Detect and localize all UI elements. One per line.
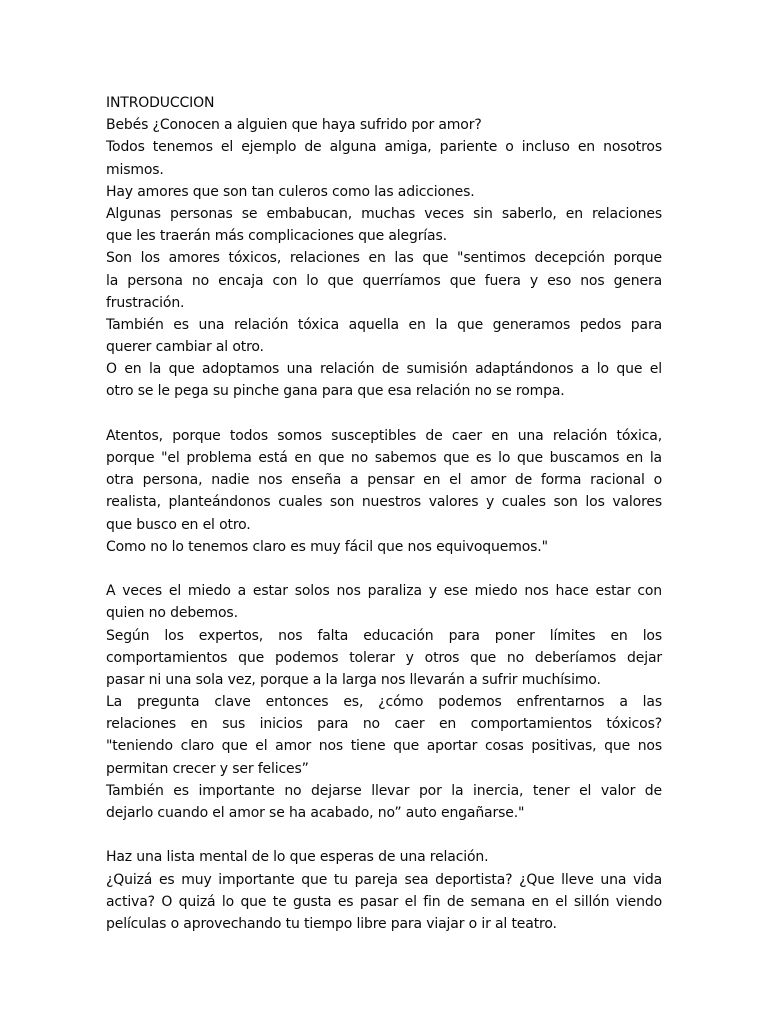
text-line: activa? O quizá lo que te gusta es pasar el fin de semana en el sillón viendo [106,893,662,910]
text-line: películas o aprovechando tu tiempo libre para viajar o ir al teatro. [106,915,557,932]
text-line: Haz una lista mental de lo que esperas de una relación. [106,849,489,866]
text-line: Son los amores tóxicos, relaciones en las que "sentimos decepción porque [106,250,662,267]
text-line: relaciones en sus inicios para no caer en comportamientos tóxicos? [106,716,662,733]
text-line: pasar ni una sola vez, porque a la larga nos llevarán a sufrir muchísimo. [106,671,601,688]
text-line: mismos. [106,161,164,178]
text-line: ¿Quizá es muy importante que tu pareja sea deportista? ¿Que lleve una vida [106,871,662,888]
text-line: "teniendo claro que el amor nos tiene que aportar cosas positivas, que nos [106,738,662,755]
text-line: permitan crecer y ser felices” [106,760,309,777]
text-line: comportamientos que podemos tolerar y otros que no deberíamos dejar [106,649,662,666]
text-line: que les traerán más complicaciones que alegrías. [106,228,447,245]
text-line: Todos tenemos el ejemplo de alguna amiga, pariente o incluso en nosotros [106,139,662,156]
text-line: O en la que adoptamos una relación de sumisión adaptándonos a lo que el [106,361,662,378]
text-line: Bebés ¿Conocen a alguien que haya sufrido por amor? [106,117,482,134]
text-line: Como no lo tenemos claro es muy fácil que nos equivoquemos." [106,538,548,555]
text-line: otro se le pega su pinche gana para que esa relación no se rompa. [106,383,565,400]
paragraph-spacer [106,403,662,425]
text-line: querer cambiar al otro. [106,339,264,356]
text-line: La pregunta clave entonces es, ¿cómo podemos enfrentarnos a las [106,694,662,711]
text-line: Atentos, porque todos somos susceptibles de caer en una relación tóxica, [106,427,662,444]
text-line: otra persona, nadie nos enseña a pensar en el amor de forma racional o [106,472,662,489]
document-body [106,92,662,935]
document-heading: INTRODUCCION [106,95,215,111]
paragraph-spacer [106,824,662,846]
text-line: Según los expertos, nos falta educación para poner límites en los [106,627,662,644]
text-line: porque "el problema está en que no sabemos que es lo que buscamos en la [106,450,662,466]
text-line: quien no debemos. [106,605,238,622]
text-line: dejarlo cuando el amor se ha acabado, no” auto engañarse." [106,805,525,821]
text-line: También es importante no dejarse llevar por la inercia, tener el valor de [106,782,662,799]
paragraph-spacer [106,558,662,580]
text-line: frustración. [106,294,185,311]
text-line: Algunas personas se embabucan, muchas veces sin saberlo, en relaciones [106,205,662,222]
text-line: que busco en el otro. [106,516,251,533]
text-line: También es una relación tóxica aquella en la que generamos pedos para [106,316,662,333]
text-line: realista, planteándonos cuales son nuestros valores y cuales son los valores [106,494,662,511]
text-line: la persona no encaja con lo que querríamos que fuera y eso nos genera [106,272,662,289]
text-line: Hay amores que son tan culeros como las adicciones. [106,183,475,200]
text-line: A veces el miedo a estar solos nos paraliza y ese miedo nos hace estar con [106,583,662,600]
